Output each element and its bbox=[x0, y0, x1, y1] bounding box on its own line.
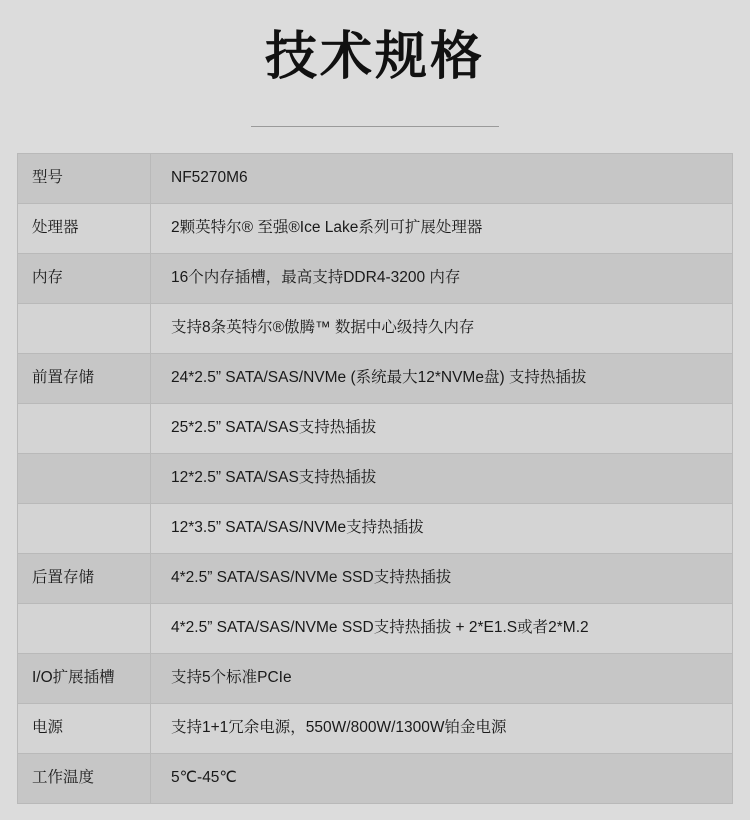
table-row bbox=[18, 353, 733, 403]
table-row bbox=[18, 703, 733, 753]
spec-value: 支持8条英特尔®傲腾™ 数据中心级持久内存 bbox=[151, 303, 733, 353]
table-row bbox=[18, 653, 733, 703]
spec-label: 内存 bbox=[18, 253, 151, 303]
spec-label: 前置存储 bbox=[18, 353, 151, 403]
spec-label: 电源 bbox=[18, 703, 151, 753]
spec-value: 4*2.5” SATA/SAS/NVMe SSD支持热插拔 + 2*E1.S或者2*M.2 bbox=[151, 603, 733, 653]
spec-value: 24*2.5” SATA/SAS/NVMe (系统最大12*NVMe盘) 支持热插拔 bbox=[151, 353, 733, 403]
spec-label: 后置存储 bbox=[18, 553, 151, 603]
spec-value: 2颗英特尔® 至强®Ice Lake系列可扩展处理器 bbox=[151, 203, 733, 253]
table-row bbox=[18, 403, 733, 453]
spec-label bbox=[18, 503, 151, 553]
spec-label bbox=[18, 303, 151, 353]
spec-label bbox=[18, 453, 151, 503]
table-row bbox=[18, 603, 733, 653]
spec-label: I/O扩展插槽 bbox=[18, 653, 151, 703]
table-row bbox=[18, 503, 733, 553]
spec-value: 4*2.5” SATA/SAS/NVMe SSD支持热插拔 bbox=[151, 553, 733, 603]
table-row bbox=[18, 153, 733, 203]
table-row bbox=[18, 453, 733, 503]
table-row bbox=[18, 753, 733, 803]
spec-value: 12*3.5” SATA/SAS/NVMe支持热插拔 bbox=[151, 503, 733, 553]
spec-label bbox=[18, 403, 151, 453]
spec-label: 处理器 bbox=[18, 203, 151, 253]
spec-value: NF5270M6 bbox=[151, 153, 733, 203]
table-row bbox=[18, 203, 733, 253]
spec-value: 5℃-45℃ bbox=[151, 753, 733, 803]
table-row bbox=[18, 253, 733, 303]
page-title: 技术规格 bbox=[264, 28, 485, 86]
spec-value: 16个内存插槽，最高支持DDR4-3200 内存 bbox=[151, 253, 733, 303]
spec-label bbox=[18, 603, 151, 653]
spec-label: 型号 bbox=[18, 153, 151, 203]
spec-value: 25*2.5” SATA/SAS支持热插拔 bbox=[151, 403, 733, 453]
spec-value: 12*2.5” SATA/SAS支持热插拔 bbox=[151, 453, 733, 503]
spec-label: 工作温度 bbox=[18, 753, 151, 803]
title-divider bbox=[251, 126, 499, 127]
specifications-table bbox=[17, 153, 733, 804]
table-row bbox=[18, 303, 733, 353]
spec-value: 支持1+1冗余电源，550W/800W/1300W铂金电源 bbox=[151, 703, 733, 753]
table-row bbox=[18, 553, 733, 603]
spec-value: 支持5个标准PCIe bbox=[151, 653, 733, 703]
